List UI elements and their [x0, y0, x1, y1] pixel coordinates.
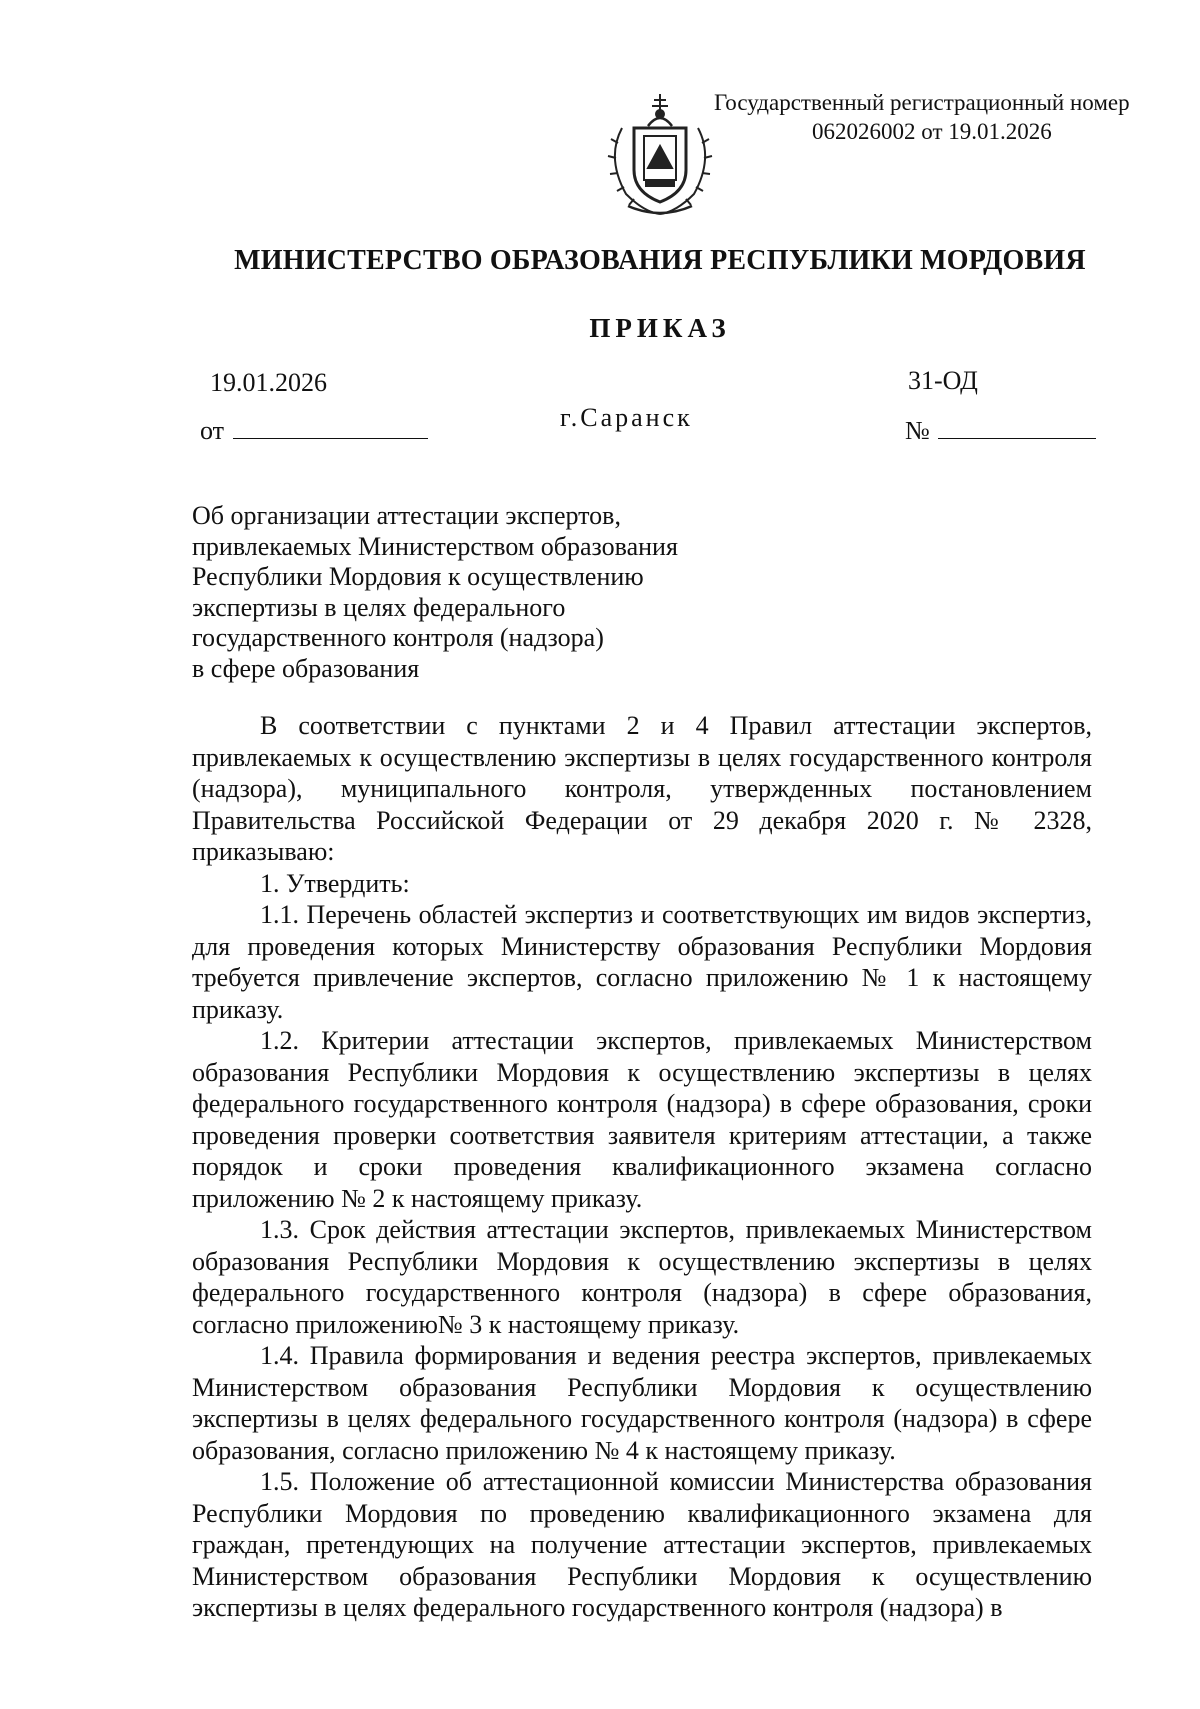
clause-1: 1. Утвердить:: [260, 868, 410, 898]
number-underline: [938, 438, 1096, 439]
order-number: 31-ОД: [908, 366, 978, 395]
date-underline: [233, 438, 428, 439]
subject-line: государственного контроля (надзора): [192, 623, 604, 652]
clause-1-2: 1.2. Критерии аттестации экспертов, привлекаемых Министерством образования Республики Мордовия к осуществлению экспертизы в целях федерального государственного контроля (надзора) в сфере образования, сроки проведения проверки соответствия заявителя критериям аттестации, а также порядок и сроки проведения квалификационного экзамена согласно приложению № 2 к настоящему приказу.: [192, 1026, 1092, 1213]
coat-of-arms-icon: [600, 88, 720, 220]
registration-label: Государственный регистрационный номер: [714, 90, 1130, 115]
date-label: от: [200, 416, 225, 445]
subject-line: в сфере образования: [192, 653, 420, 683]
registration-number: 062026002 от 19.01.2026: [812, 119, 1052, 144]
order-subject: [192, 501, 752, 684]
number-label: №: [905, 416, 930, 445]
clause-1-4: 1.4. Правила формирования и ведения реестра экспертов, привлекаемых Министерством образования Республики Мордовия к осуществлению экспертизы в целях федерального государственного контроля (надзора) в сфере образования, согласно приложению № 4 к настоящему приказу.: [192, 1341, 1092, 1465]
city: г.Саранск: [560, 403, 693, 432]
order-date: 19.01.2026: [210, 368, 327, 397]
registration-block: [714, 88, 1134, 146]
subject-line: Республики Мордовия к осуществлению: [192, 562, 644, 591]
preamble-paragraph: В соответствии с пунктами 2 и 4 Правил аттестации экспертов, привлекаемых к осуществлению экспертизы в целях государственного контроля (надзора), муниципального контроля, утвержденных постановлением Правительства Российской Федерации от 29 декабря 2020 г. № 2328, приказываю:: [192, 711, 1092, 866]
subject-line: Об организации аттестации экспертов,: [192, 501, 621, 530]
subject-line: привлекаемых Министерством образования: [192, 531, 678, 561]
order-body: [192, 710, 1092, 1624]
order-heading: ПРИКАЗ: [589, 313, 731, 343]
ministry-title: МИНИСТЕРСТВО ОБРАЗОВАНИЯ РЕСПУБЛИКИ МОРДОВИЯ: [234, 245, 1086, 276]
clause-1-3: 1.3. Срок действия аттестации экспертов, привлекаемых Министерством образования Республики Мордовия к осуществлению экспертизы в целях федерального государственного контроля (надзора) в сфере образования, согласно приложению№ 3 к настоящему приказу.: [192, 1215, 1092, 1339]
clause-1-5: 1.5. Положение об аттестационной комиссии Министерства образования Республики Мордовия по проведению квалификационного экзамена для граждан, претендующих на получение аттестации экспертов, привлекаемых Министерством образования Республики Мордовия к осуществлению экспертизы в целях федерального государственного контроля (надзора) в: [192, 1467, 1092, 1622]
subject-line: экспертизы в целях федерального: [192, 592, 566, 622]
clause-1-1: 1.1. Перечень областей экспертиз и соответствующих им видов экспертиз, для проведения которых Министерству образования Республики Мордовия требуется привлечение экспертов, согласно приложению № 1 к настоящему приказу.: [192, 900, 1092, 1024]
